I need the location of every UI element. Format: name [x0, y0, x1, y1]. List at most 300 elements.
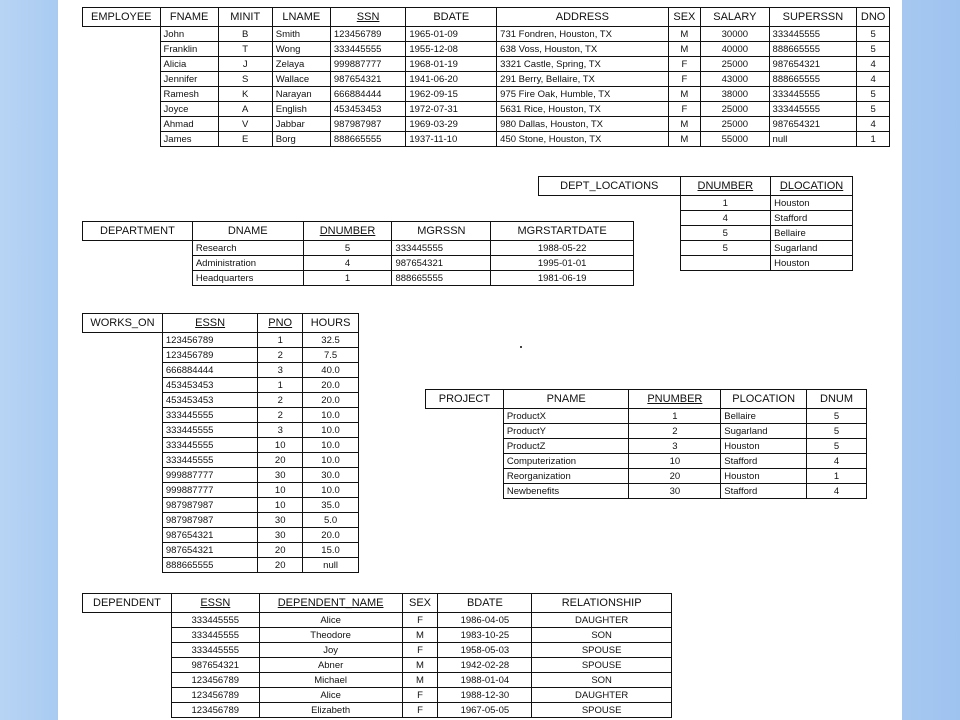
table-cell: 30 [258, 468, 303, 483]
table-row [83, 102, 890, 117]
table-cell: 2 [258, 408, 303, 423]
row-spacer [426, 454, 504, 469]
table-cell: 1 [680, 196, 771, 211]
table-cell: null [303, 558, 359, 573]
table-cell: Ahmad [160, 117, 218, 132]
row-spacer [426, 469, 504, 484]
table-cell: 1968-01-19 [406, 57, 497, 72]
table-cell: 30 [629, 484, 721, 499]
col-header: SEX [402, 594, 438, 613]
left-blue-margin [0, 0, 58, 720]
row-spacer [426, 409, 504, 424]
table-cell: 1 [258, 333, 303, 348]
row-spacer [83, 333, 163, 348]
table-cell: 10.0 [303, 423, 359, 438]
table-cell: 38000 [701, 87, 769, 102]
table-cell: K [218, 87, 272, 102]
table-cell: T [218, 42, 272, 57]
table-cell: 3321 Castle, Spring, TX [497, 57, 668, 72]
table-cell: Alice [259, 688, 402, 703]
table-cell: Stafford [771, 211, 853, 226]
table-cell: 20 [258, 543, 303, 558]
col-header: SEX [668, 8, 701, 27]
dependent-relation-name: DEPENDENT [83, 594, 172, 613]
table-cell: Zelaya [272, 57, 330, 72]
col-header: MGRSSN [392, 222, 491, 241]
table-cell: 30 [258, 528, 303, 543]
table-cell: James [160, 132, 218, 147]
table-row [83, 241, 634, 256]
table-cell: 43000 [701, 72, 769, 87]
table-cell: 333445555 [162, 438, 257, 453]
table-row [83, 643, 672, 658]
table-cell: 450 Stone, Houston, TX [497, 132, 668, 147]
table-cell: 30 [258, 513, 303, 528]
table-cell: 5.0 [303, 513, 359, 528]
table-row [83, 658, 672, 673]
table-cell: ProductZ [503, 439, 629, 454]
row-spacer [83, 27, 161, 42]
table-cell: F [402, 643, 438, 658]
table-cell: 10 [629, 454, 721, 469]
table-cell: 1981-06-19 [491, 271, 634, 286]
department-table [82, 221, 634, 286]
table-cell: 10.0 [303, 483, 359, 498]
table-row [83, 703, 672, 718]
table-row [83, 408, 359, 423]
table-cell: 888665555 [330, 132, 405, 147]
row-spacer [539, 196, 681, 211]
table-cell: 20 [629, 469, 721, 484]
table-cell: Stafford [721, 454, 807, 469]
table-cell: Houston [771, 196, 853, 211]
table-cell: 987654321 [769, 57, 857, 72]
works-on-table [82, 313, 359, 573]
table-cell: Michael [259, 673, 402, 688]
row-spacer [83, 117, 161, 132]
table-cell: 333445555 [330, 42, 405, 57]
table-cell: M [668, 117, 701, 132]
table-row [83, 42, 890, 57]
right-blue-margin [902, 0, 960, 720]
table-cell: 20.0 [303, 393, 359, 408]
col-header: MINIT [218, 8, 272, 27]
table-cell: 1988-12-30 [438, 688, 532, 703]
table-cell: 987654321 [330, 72, 405, 87]
row-spacer [426, 484, 504, 499]
row-spacer [83, 241, 193, 256]
table-cell: Theodore [259, 628, 402, 643]
table-row [83, 543, 359, 558]
table-cell: Alice [259, 613, 402, 628]
table-row [426, 409, 867, 424]
table-cell: 666884444 [162, 363, 257, 378]
col-header: PLOCATION [721, 390, 807, 409]
col-header: SALARY [701, 8, 769, 27]
col-header: MGRSTARTDATE [491, 222, 634, 241]
table-cell: M [402, 628, 438, 643]
table-cell: 1988-01-04 [438, 673, 532, 688]
table-cell: ProductX [503, 409, 629, 424]
table-cell: 987654321 [392, 256, 491, 271]
table-cell: Bellaire [721, 409, 807, 424]
department-relation-name: DEPARTMENT [83, 222, 193, 241]
table-cell: Alicia [160, 57, 218, 72]
table-cell: 1969-03-29 [406, 117, 497, 132]
table-cell: 333445555 [769, 87, 857, 102]
table-cell: 987654321 [162, 528, 257, 543]
table-row [426, 484, 867, 499]
table-cell: 5 [857, 42, 890, 57]
table-cell: Houston [771, 256, 853, 271]
table-cell: 1988-05-22 [491, 241, 634, 256]
col-header-pk: SSN [330, 8, 405, 27]
table-cell: 1967-05-05 [438, 703, 532, 718]
table-cell: 5 [807, 409, 867, 424]
table-cell: SPOUSE [532, 703, 672, 718]
table-cell: 1942-02-28 [438, 658, 532, 673]
col-header-pk: DEPENDENT_NAME [259, 594, 402, 613]
table-cell: 20 [258, 453, 303, 468]
table-cell: 5 [680, 241, 771, 256]
table-cell: 453453453 [330, 102, 405, 117]
row-spacer [83, 72, 161, 87]
table-cell: 333445555 [162, 408, 257, 423]
row-spacer [83, 468, 163, 483]
table-cell: 1 [303, 271, 392, 286]
table-cell: SON [532, 628, 672, 643]
table-cell: Headquarters [192, 271, 303, 286]
table-cell: DAUGHTER [532, 613, 672, 628]
col-header: HOURS [303, 314, 359, 333]
table-cell: 888665555 [162, 558, 257, 573]
table-cell: 5 [807, 424, 867, 439]
table-cell: M [402, 658, 438, 673]
table-cell: 20 [258, 558, 303, 573]
table-cell: 35.0 [303, 498, 359, 513]
project-relation-name: PROJECT [426, 390, 504, 409]
table-cell: 1983-10-25 [438, 628, 532, 643]
table-cell: S [218, 72, 272, 87]
table-cell: Newbenefits [503, 484, 629, 499]
table-row [539, 196, 853, 211]
col-header-pk: PNUMBER [629, 390, 721, 409]
table-cell: 1937-11-10 [406, 132, 497, 147]
table-cell: 10.0 [303, 438, 359, 453]
col-header-pk: DNUMBER [303, 222, 392, 241]
row-spacer [83, 688, 172, 703]
table-cell: 7.5 [303, 348, 359, 363]
table-cell: 666884444 [330, 87, 405, 102]
table-cell [680, 256, 771, 271]
table-row [426, 439, 867, 454]
table-cell: 1958-05-03 [438, 643, 532, 658]
table-cell: 3 [629, 439, 721, 454]
table-cell: 5 [857, 27, 890, 42]
table-cell: 5 [857, 87, 890, 102]
table-cell: J [218, 57, 272, 72]
table-cell: M [668, 27, 701, 42]
employee-relation-name: EMPLOYEE [83, 8, 161, 27]
table-row [83, 513, 359, 528]
table-row [83, 132, 890, 147]
row-spacer [83, 438, 163, 453]
table-cell: Jabbar [272, 117, 330, 132]
table-cell: 20.0 [303, 378, 359, 393]
row-spacer [83, 256, 193, 271]
table-row [83, 333, 359, 348]
table-row [83, 348, 359, 363]
employee-table [82, 7, 890, 147]
col-header: ADDRESS [497, 8, 668, 27]
row-spacer [83, 102, 161, 117]
table-row [83, 453, 359, 468]
table-cell: 1955-12-08 [406, 42, 497, 57]
dept-locations-relation-name: DEPT_LOCATIONS [539, 177, 681, 196]
table-cell: John [160, 27, 218, 42]
table-cell: M [668, 132, 701, 147]
table-cell: Reorganization [503, 469, 629, 484]
table-cell: F [402, 703, 438, 718]
table-cell: 4 [807, 454, 867, 469]
row-spacer [83, 498, 163, 513]
table-cell: SPOUSE [532, 658, 672, 673]
table-cell: 1972-07-31 [406, 102, 497, 117]
table-cell: F [402, 688, 438, 703]
table-cell: Narayan [272, 87, 330, 102]
table-cell: E [218, 132, 272, 147]
table-cell: 5 [303, 241, 392, 256]
table-cell: 987987987 [162, 513, 257, 528]
table-row [83, 271, 634, 286]
table-cell: Wong [272, 42, 330, 57]
table-cell: Research [192, 241, 303, 256]
table-cell: 2 [258, 393, 303, 408]
table-cell: Smith [272, 27, 330, 42]
table-cell: Ramesh [160, 87, 218, 102]
table-cell: F [668, 102, 701, 117]
table-cell: 4 [303, 256, 392, 271]
row-spacer [83, 628, 172, 643]
row-spacer [83, 528, 163, 543]
table-cell: 123456789 [162, 348, 257, 363]
table-cell: 291 Berry, Bellaire, TX [497, 72, 668, 87]
table-cell: 999887777 [162, 483, 257, 498]
table-cell: Franklin [160, 42, 218, 57]
table-cell: 987654321 [171, 658, 259, 673]
table-row [83, 498, 359, 513]
col-header: LNAME [272, 8, 330, 27]
table-row [83, 378, 359, 393]
table-cell: 123456789 [330, 27, 405, 42]
table-cell: 25000 [701, 102, 769, 117]
table-cell: 40000 [701, 42, 769, 57]
table-cell: 999887777 [330, 57, 405, 72]
table-cell: 3 [258, 363, 303, 378]
table-cell: 4 [857, 72, 890, 87]
table-cell: Houston [721, 439, 807, 454]
table-cell: Sugarland [771, 241, 853, 256]
col-header-pk: DLOCATION [771, 177, 853, 196]
table-row [83, 72, 890, 87]
table-cell: Bellaire [771, 226, 853, 241]
table-cell: 5 [680, 226, 771, 241]
table-cell: 1 [857, 132, 890, 147]
table-cell: 453453453 [162, 378, 257, 393]
table-cell: SPOUSE [532, 643, 672, 658]
row-spacer [426, 424, 504, 439]
col-header: SUPERSSN [769, 8, 857, 27]
table-cell: M [402, 673, 438, 688]
table-row [83, 438, 359, 453]
table-cell: 1986-04-05 [438, 613, 532, 628]
col-header-pk: ESSN [171, 594, 259, 613]
table-cell: 5 [807, 439, 867, 454]
table-row [83, 628, 672, 643]
col-header-pk: PNO [258, 314, 303, 333]
works-on-relation-name: WORKS_ON [83, 314, 163, 333]
table-cell: Elizabeth [259, 703, 402, 718]
row-spacer [83, 673, 172, 688]
table-cell: Sugarland [721, 424, 807, 439]
table-cell: A [218, 102, 272, 117]
table-cell: M [668, 42, 701, 57]
table-cell: 987987987 [162, 498, 257, 513]
row-spacer [83, 643, 172, 658]
table-row [83, 528, 359, 543]
table-cell: Abner [259, 658, 402, 673]
col-header: RELATIONSHIP [532, 594, 672, 613]
table-cell: 1962-09-15 [406, 87, 497, 102]
table-cell: null [769, 132, 857, 147]
row-spacer [83, 453, 163, 468]
table-cell: Wallace [272, 72, 330, 87]
row-spacer [83, 658, 172, 673]
table-cell: 3 [258, 423, 303, 438]
table-cell: Jennifer [160, 72, 218, 87]
table-cell: 333445555 [171, 628, 259, 643]
table-cell: 987987987 [330, 117, 405, 132]
table-cell: 5 [857, 102, 890, 117]
table-cell: 333445555 [162, 453, 257, 468]
row-spacer [83, 513, 163, 528]
table-cell: 25000 [701, 117, 769, 132]
table-row [83, 483, 359, 498]
col-header: DNAME [192, 222, 303, 241]
row-spacer [83, 483, 163, 498]
project-table [425, 389, 867, 499]
table-cell: 123456789 [171, 673, 259, 688]
table-cell: 15.0 [303, 543, 359, 558]
table-cell: 1 [807, 469, 867, 484]
table-cell: Stafford [721, 484, 807, 499]
row-spacer [83, 393, 163, 408]
table-cell: 10.0 [303, 453, 359, 468]
table-cell: DAUGHTER [532, 688, 672, 703]
table-cell: 2 [258, 348, 303, 363]
table-row [83, 117, 890, 132]
table-cell: 980 Dallas, Houston, TX [497, 117, 668, 132]
table-cell: 987654321 [769, 117, 857, 132]
row-spacer [426, 439, 504, 454]
col-header: BDATE [406, 8, 497, 27]
row-spacer [83, 87, 161, 102]
table-cell: 1 [629, 409, 721, 424]
col-header: DNO [857, 8, 890, 27]
table-cell: Joyce [160, 102, 218, 117]
table-cell: 1 [258, 378, 303, 393]
table-cell: 333445555 [392, 241, 491, 256]
row-spacer [83, 57, 161, 72]
table-cell: 333445555 [769, 27, 857, 42]
row-spacer [83, 703, 172, 718]
table-cell: Computerization [503, 454, 629, 469]
table-row [83, 363, 359, 378]
table-cell: 10 [258, 498, 303, 513]
table-cell: 333445555 [162, 423, 257, 438]
table-row [426, 424, 867, 439]
table-cell: 333445555 [769, 102, 857, 117]
col-header-pk: DNUMBER [680, 177, 771, 196]
table-cell: 333445555 [171, 643, 259, 658]
dependent-table [82, 593, 672, 718]
table-cell: 888665555 [769, 42, 857, 57]
table-cell: 4 [680, 211, 771, 226]
table-cell: Administration [192, 256, 303, 271]
row-spacer [83, 363, 163, 378]
row-spacer [83, 42, 161, 57]
table-cell: 4 [857, 57, 890, 72]
table-cell: 1995-01-01 [491, 256, 634, 271]
table-cell: 123456789 [162, 333, 257, 348]
table-cell: 888665555 [769, 72, 857, 87]
table-cell: 1965-01-09 [406, 27, 497, 42]
table-cell: 4 [807, 484, 867, 499]
table-cell: 4 [857, 117, 890, 132]
table-cell: 731 Fondren, Houston, TX [497, 27, 668, 42]
row-spacer [83, 423, 163, 438]
table-row [83, 468, 359, 483]
row-spacer [83, 408, 163, 423]
table-cell: Houston [721, 469, 807, 484]
table-cell: 123456789 [171, 688, 259, 703]
table-cell: 25000 [701, 57, 769, 72]
row-spacer [83, 378, 163, 393]
table-cell: 2 [629, 424, 721, 439]
table-cell: Borg [272, 132, 330, 147]
table-cell: 40.0 [303, 363, 359, 378]
table-cell: SON [532, 673, 672, 688]
table-cell: 333445555 [171, 613, 259, 628]
row-spacer [83, 543, 163, 558]
table-cell: B [218, 27, 272, 42]
table-cell: 5631 Rice, Houston, TX [497, 102, 668, 117]
col-header: PNAME [503, 390, 629, 409]
table-cell: F [402, 613, 438, 628]
table-cell: 638 Voss, Houston, TX [497, 42, 668, 57]
row-spacer [83, 271, 193, 286]
row-spacer [83, 558, 163, 573]
table-row [83, 423, 359, 438]
table-cell: 453453453 [162, 393, 257, 408]
table-row [83, 688, 672, 703]
table-cell: Joy [259, 643, 402, 658]
table-cell: F [668, 72, 701, 87]
table-cell: 30.0 [303, 468, 359, 483]
table-cell: 30000 [701, 27, 769, 42]
table-row [83, 57, 890, 72]
table-cell: 123456789 [171, 703, 259, 718]
